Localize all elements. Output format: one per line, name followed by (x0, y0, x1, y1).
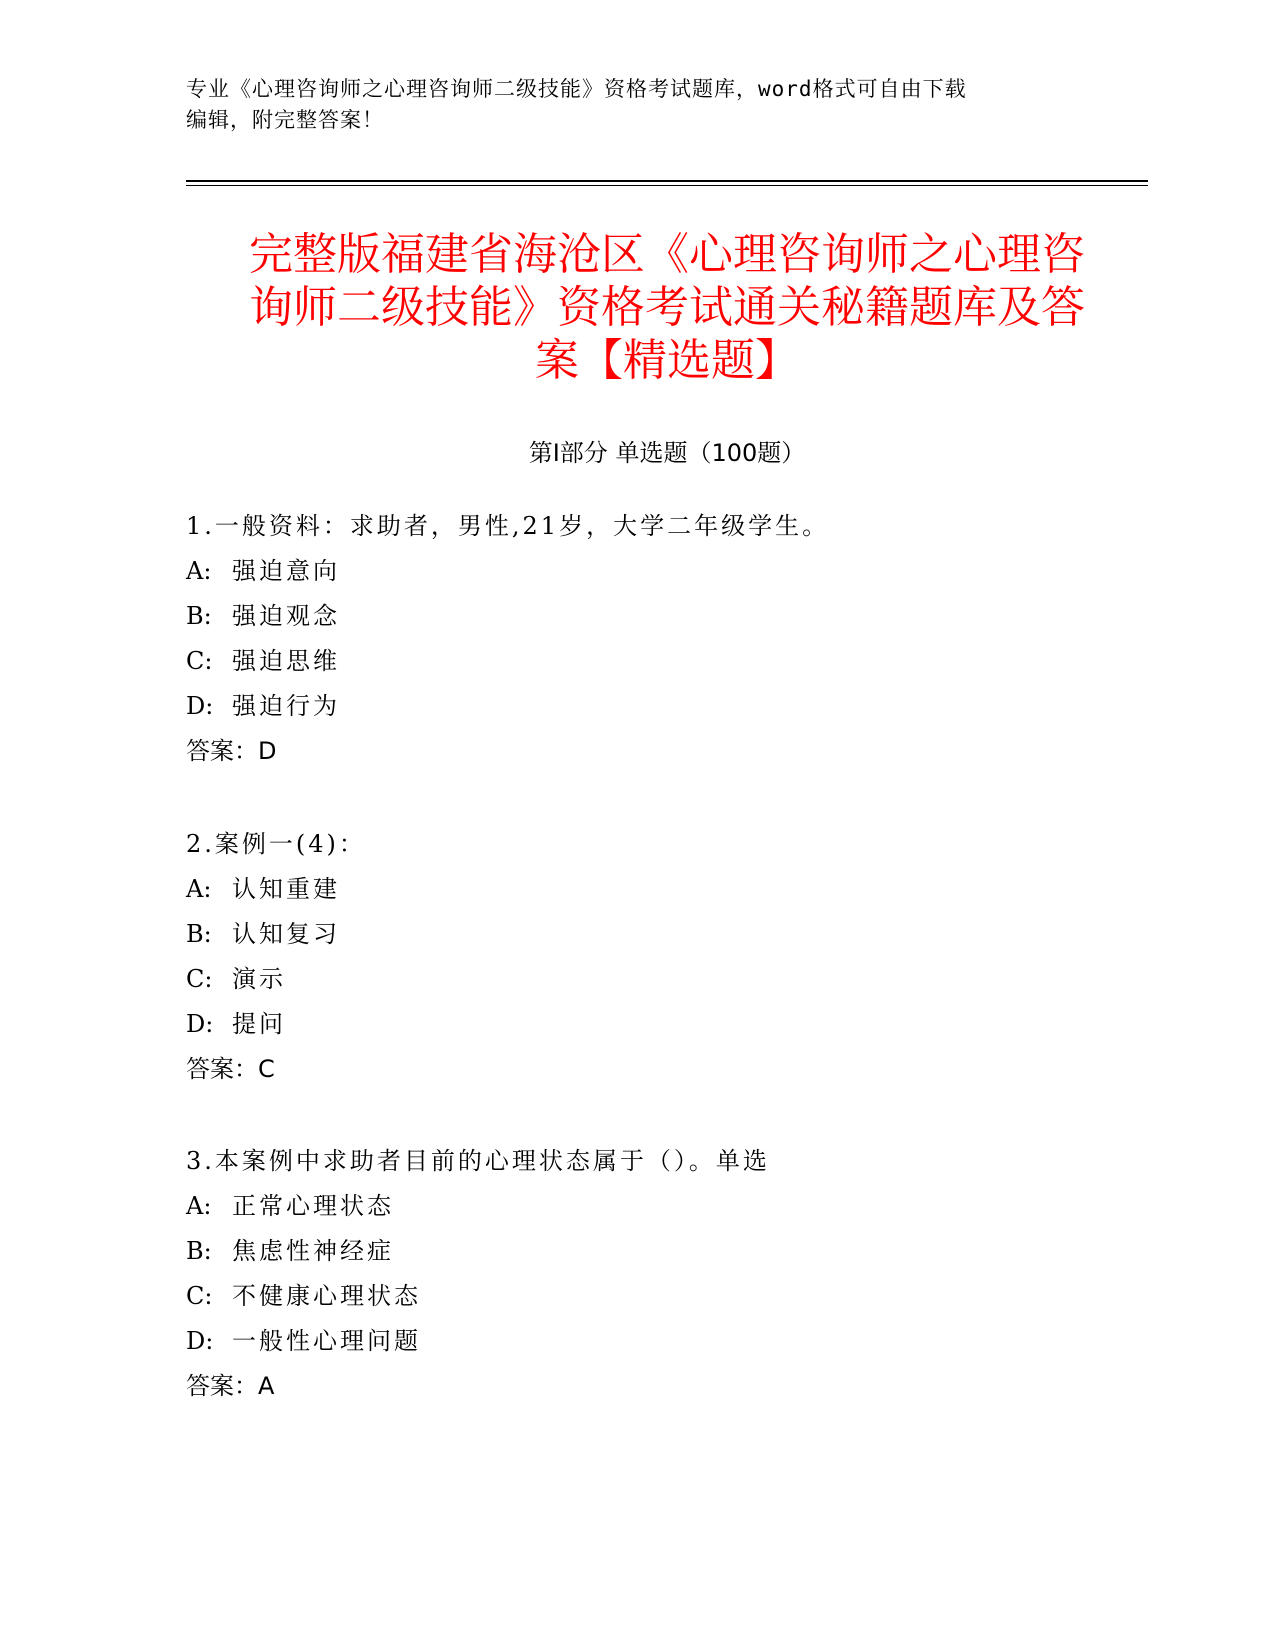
option-text: 认知重建 (232, 875, 340, 903)
option-text: 强迫行为 (232, 692, 340, 720)
header-note-line-2: 编辑，附完整答案！ (186, 108, 384, 132)
option-text: 一般性心理问题 (232, 1327, 421, 1355)
option-text: 认知复习 (232, 920, 340, 948)
option-key: D: (186, 692, 214, 720)
option-b (186, 1229, 1086, 1274)
option-key: C: (186, 965, 213, 993)
option-text: 演示 (232, 965, 286, 993)
option-c (186, 1274, 1086, 1319)
option-d (186, 1319, 1086, 1364)
section-heading: 第Ⅰ部分 单选题（100题） (528, 439, 806, 467)
answer-line: 答案：D (186, 737, 277, 765)
answer-line: 答案：C (186, 1055, 275, 1083)
option-text: 强迫思维 (232, 647, 340, 675)
option-text: 焦虑性神经症 (232, 1237, 394, 1265)
option-a (186, 1184, 1086, 1229)
option-key: B: (186, 920, 212, 948)
option-key: A: (186, 557, 212, 585)
question-stem: 1.一般资料：求助者，男性,21岁，大学二年级学生。 (186, 512, 830, 540)
header-note (186, 74, 1086, 136)
option-key: B: (186, 1237, 212, 1265)
answer-line: 答案：A (186, 1372, 275, 1400)
option-c (186, 957, 1086, 1002)
option-text: 正常心理状态 (232, 1192, 394, 1220)
option-b (186, 594, 1086, 639)
option-key: C: (186, 1282, 213, 1310)
option-key: C: (186, 647, 213, 675)
option-key: A: (186, 875, 212, 903)
document-title (186, 228, 1148, 387)
option-text: 强迫观念 (232, 602, 340, 630)
option-d (186, 684, 1086, 729)
option-text: 不健康心理状态 (232, 1282, 421, 1310)
option-a (186, 867, 1086, 912)
question-stem: 3.本案例中求助者目前的心理状态属于（）。单选 (186, 1147, 770, 1175)
option-key: D: (186, 1327, 214, 1355)
option-b (186, 912, 1086, 957)
option-text: 提问 (232, 1010, 286, 1038)
option-d (186, 1002, 1086, 1047)
header-rule-thick (186, 180, 1148, 182)
header-rule-thin (186, 185, 1148, 186)
question-block (186, 1139, 1086, 1409)
question-stem: 2.案例一(4)： (186, 830, 366, 858)
question-block (186, 504, 1086, 774)
header-note-line-1: 专业《心理咨询师之心理咨询师二级技能》资格考试题库，word格式可自由下载 (186, 77, 967, 101)
title-line-2: 询师二级技能》资格考试通关秘籍题库及答 (249, 282, 1085, 333)
option-key: D: (186, 1010, 214, 1038)
option-c (186, 639, 1086, 684)
option-key: A: (186, 1192, 212, 1220)
title-line-1: 完整版福建省海沧区《心理咨询师之心理咨 (249, 229, 1085, 280)
option-a (186, 549, 1086, 594)
option-text: 强迫意向 (232, 557, 340, 585)
option-key: B: (186, 602, 212, 630)
question-block (186, 822, 1086, 1092)
title-line-3: 案【精选题】 (535, 335, 799, 386)
